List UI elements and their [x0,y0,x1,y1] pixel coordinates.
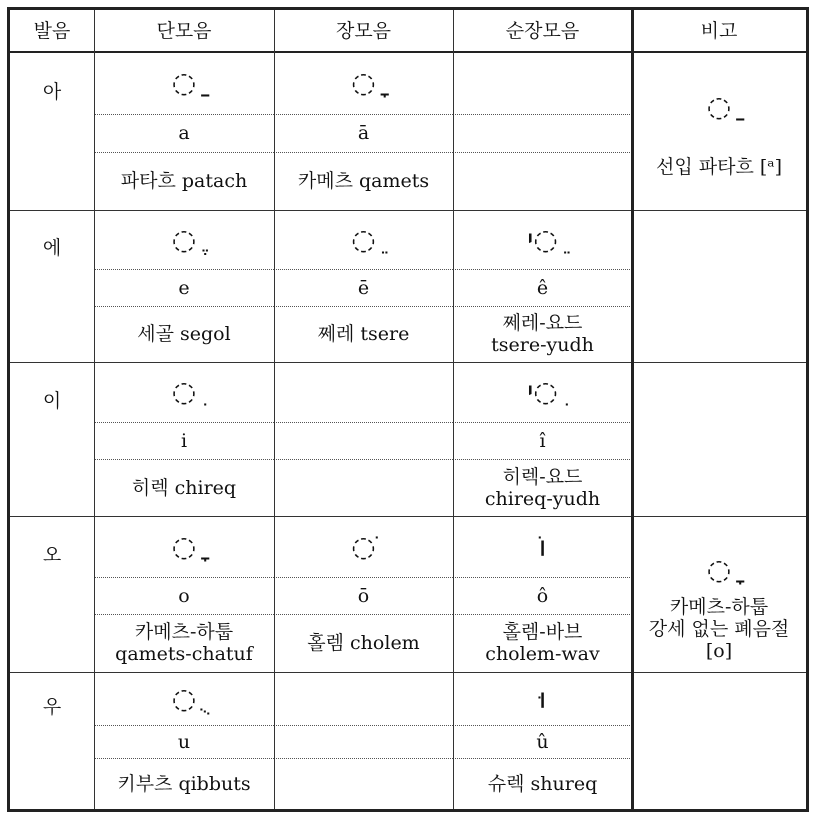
short-vowel-name: 카메츠-하툽 qamets-chatuf [115,621,253,665]
pure-long-vowel-name: 히렉-요드 chireq-yudh [484,465,601,510]
note-text: 카메츠-하툽 강세 없는 폐음절 [o] [648,596,790,662]
note-symbol [632,396,806,436]
row-sub-divider [94,577,274,578]
long-vowel-roman [274,725,453,758]
row-sub-divider [94,614,274,615]
short-vowel-name: 세골 segol [137,323,231,345]
short-vowel-symbol: ָ◌ [171,529,197,563]
pure-long-vowel-symbol [453,52,632,114]
pure-long-vowel-name: 쩨레-요드 tsere-yudh [491,312,594,356]
long-vowel-roman: ē [357,276,370,299]
short-vowel-roman: i [180,429,188,452]
pure-long-vowel-roman: ô [536,584,549,607]
row-sub-divider [274,577,453,578]
row-sub-divider [453,577,632,578]
row-sub-divider [453,269,632,270]
row-sub-divider [453,306,632,307]
short-vowel-symbol: ֶ◌ [171,222,197,256]
row-sub-divider [94,306,274,307]
pure-long-vowel-name: 홀렘-바브 cholem-wav [485,621,600,665]
note-text: 선입 파타흐 [ᵃ] [655,155,782,178]
long-vowel-name [274,459,453,516]
column-divider [453,10,454,809]
row-sub-divider [94,114,274,115]
long-vowel-roman: ā [357,122,370,144]
header-cell: 장모음 [335,20,392,42]
row-sub-divider [274,725,453,726]
short-vowel-name: 파타흐 patach [120,170,248,192]
row-sub-divider [453,725,632,726]
long-vowel-symbol [274,362,453,422]
long-vowel-name: 쩨레 tsere [317,323,410,345]
row-sub-divider [453,459,632,460]
sound-cell: 오 [42,544,62,566]
short-vowel-name: 히렉 chireq [131,476,237,499]
note-text [632,436,806,512]
row-sub-divider [94,422,274,423]
short-vowel-roman: e [178,276,190,299]
row-sub-divider [274,114,453,115]
row-sub-divider [274,459,453,460]
long-vowel-symbol: ָ◌ [351,66,376,99]
long-vowel-symbol [274,672,453,725]
note-text [632,283,806,358]
row-sub-divider [453,152,632,153]
row-sub-divider [274,614,453,615]
column-divider [631,10,634,809]
header-cell: 단모음 [156,20,212,42]
pure-long-vowel-roman: ê [536,276,549,299]
short-vowel-symbol: ֻ◌ [171,681,197,715]
pure-long-vowel-symbol: ֵ◌י [527,222,558,256]
long-vowel-name: 홀렘 cholem [307,632,420,654]
note-text [632,742,806,805]
long-vowel-roman: ō [357,584,370,607]
long-vowel-symbol: ֵ◌ [351,222,376,256]
note-symbol [632,702,806,742]
row-sub-divider [94,459,274,460]
short-vowel-roman: a [178,122,190,144]
note-symbol [632,243,806,283]
long-vowel-name [274,758,453,809]
column-divider [274,10,275,809]
row-sub-divider [94,758,274,759]
header-cell: 순장모음 [505,20,580,42]
row-sub-divider [94,725,274,726]
row-sub-divider [274,422,453,423]
row-sub-divider [453,114,632,115]
long-vowel-name: 카메츠 qamets [297,170,430,192]
pure-long-vowel-name: 슈렉 shureq [487,772,598,795]
header-cell: 비고 [700,20,738,42]
row-sub-divider [453,614,632,615]
row-sub-divider [94,152,274,153]
short-vowel-symbol: ִ◌ [171,375,197,408]
pure-long-vowel-roman: û [536,730,549,753]
sound-cell: 이 [42,389,62,412]
pure-long-vowel-roman: î [539,429,546,452]
sound-cell: 에 [42,237,62,259]
short-vowel-symbol: ַ◌ [171,66,197,99]
header-cell: 발음 [33,20,71,42]
pure-long-vowel-symbol: וּ [538,681,547,715]
row-sub-divider [274,306,453,307]
note-symbol: ָ◌ [706,553,732,586]
sound-cell: 우 [42,695,62,718]
long-vowel-symbol: ֹ◌ [351,529,376,563]
row-sub-divider [94,269,274,270]
row-sub-divider [453,758,632,759]
long-vowel-roman [274,422,453,459]
pure-long-vowel-roman [453,114,632,152]
row-sub-divider [274,758,453,759]
row-sub-divider [274,152,453,153]
column-divider [94,10,95,809]
pure-long-vowel-name [453,152,632,210]
short-vowel-name: 키부츠 qibbuts [117,772,251,795]
row-sub-divider [274,269,453,270]
row-sub-divider [453,422,632,423]
pure-long-vowel-symbol: וֹ [538,529,547,563]
short-vowel-roman: u [177,730,191,753]
note-symbol: ַ◌ [706,90,732,123]
vowel-table [7,7,809,812]
sound-cell: 아 [42,80,62,103]
pure-long-vowel-symbol: ִ◌י [527,375,558,408]
short-vowel-roman: o [178,584,190,607]
